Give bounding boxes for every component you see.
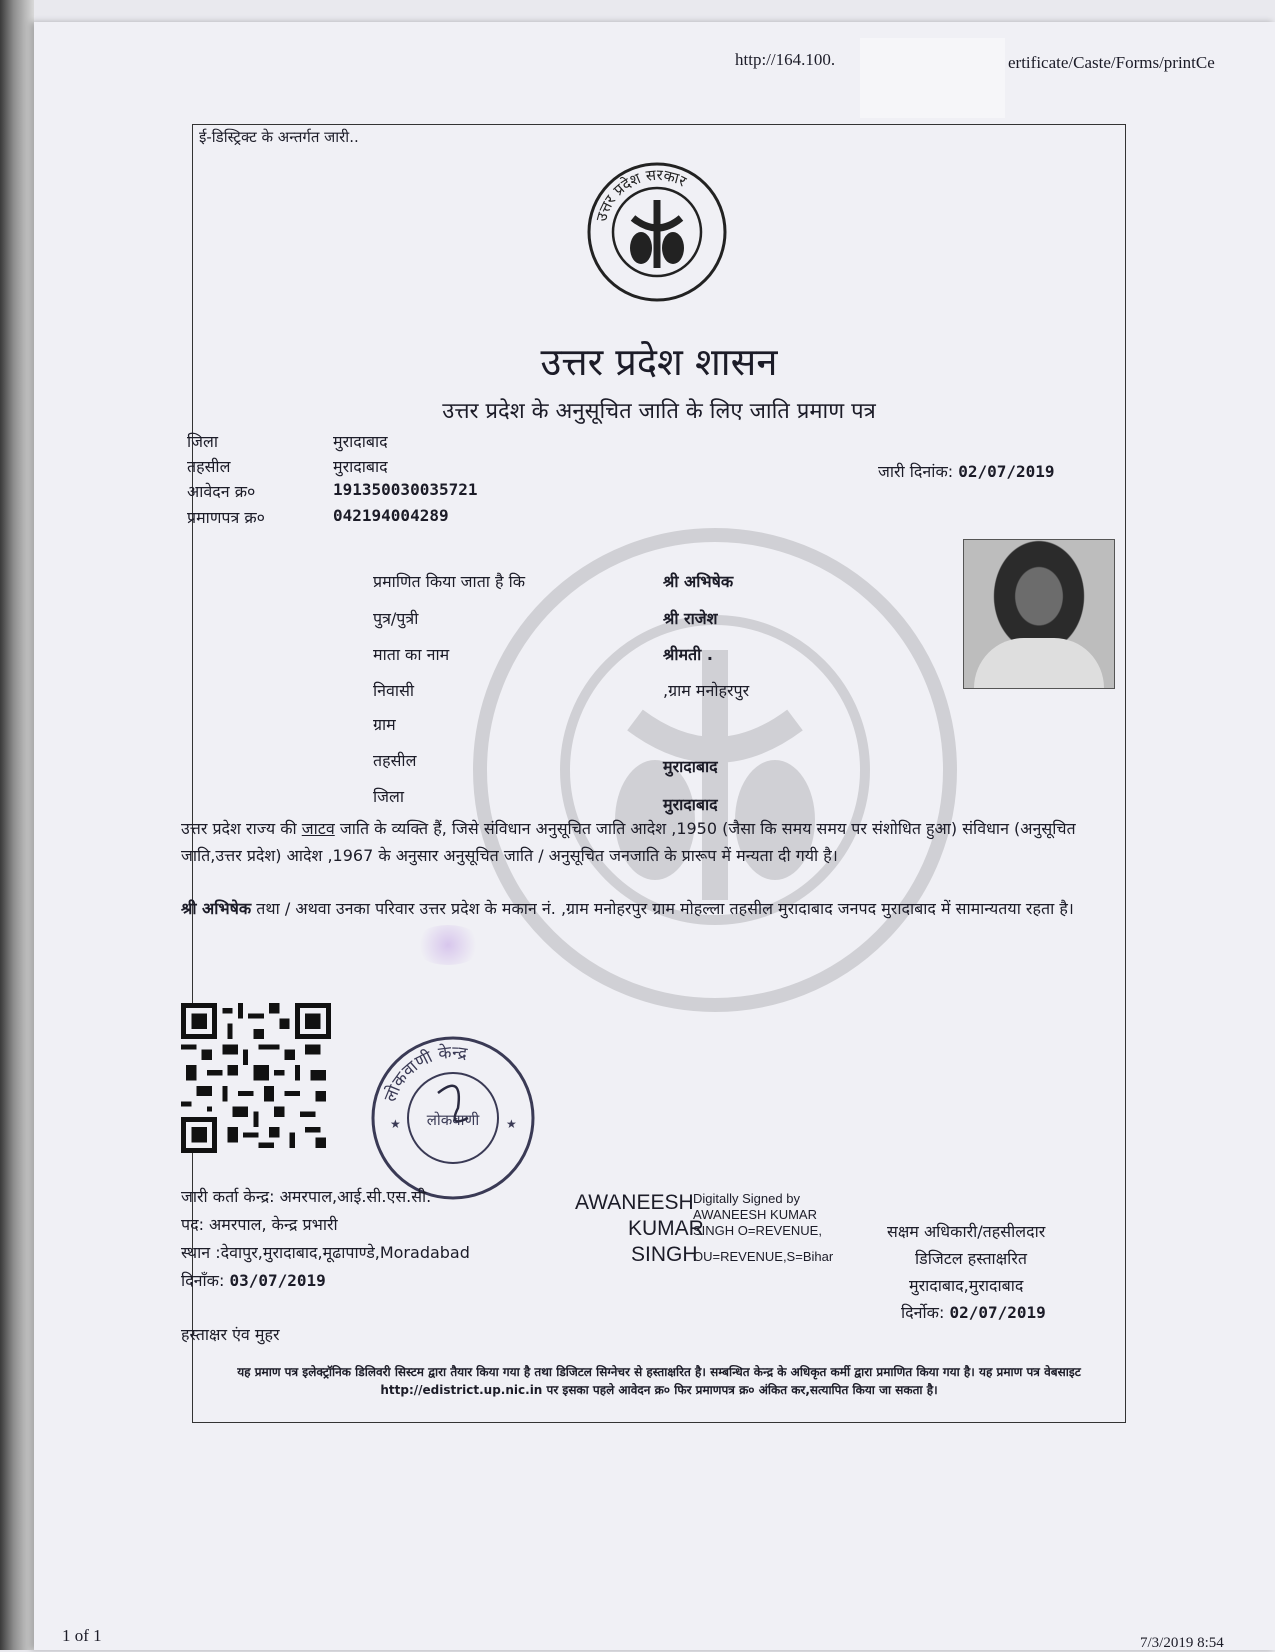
person-district-value: मुरादाबाद xyxy=(663,795,718,814)
seal-outer-text: लोकवाणी केन्द्र xyxy=(380,1042,469,1105)
resident-label: निवासी xyxy=(373,681,415,700)
statement-prefix: उत्तर प्रदेश राज्य की xyxy=(181,819,302,838)
district-value: मुरादाबाद xyxy=(333,432,388,451)
authority-location: मुरादाबाद,मुरादाबाद xyxy=(909,1276,1024,1295)
lokvani-seal-stamp xyxy=(368,1033,538,1203)
digital-signature-block xyxy=(575,1191,885,1271)
signature-detail-line4: OU=REVENUE,S=Bihar xyxy=(693,1249,834,1264)
tehsil-value: मुरादाबाद xyxy=(333,457,388,476)
father-name: श्री राजेश xyxy=(663,609,718,628)
issuing-centre: जारी कर्ता केन्द्र: अमरपाल,आई.सी.एस.सी. xyxy=(181,1187,432,1206)
mother-label: माता का नाम xyxy=(373,645,450,664)
signer-name-line2: KUMAR xyxy=(628,1217,704,1240)
person-district-label: जिला xyxy=(373,787,405,806)
seal-inner-text: लोकवाणी xyxy=(426,1111,480,1129)
signature-detail-line2: AWANEESH KUMAR xyxy=(693,1207,817,1222)
print-url-left: http://164.100. xyxy=(735,50,836,69)
authority-date-value: 02/07/2019 xyxy=(949,1303,1046,1322)
svg-text:★: ★ xyxy=(506,1117,517,1131)
certificate-frame xyxy=(181,124,1126,1423)
title-main: उत्तर प्रदेश शासन xyxy=(540,340,778,384)
signature-detail-line1: Digitally Signed by xyxy=(693,1191,800,1206)
authority-date xyxy=(901,1301,1046,1323)
person-tehsil-value: मुरादाबाद xyxy=(663,757,718,776)
svg-text:★: ★ xyxy=(390,1117,401,1131)
statement-body: जाति के व्यक्ति हैं, जिसे संविधान अनुसूचित जाति आदेश ,1950 (जैसा कि समय समय पर संशोधित हुआ) संविधान (अनुसूचित जाति,उत्तर प्रदेश) आदेश ,1967 के अनुसार अनुसूचित जाति / अनुसूचित जनजाति के प्रारूप में मन्यता दी गयी है। xyxy=(181,819,1076,865)
print-page-count: 1 of 1 xyxy=(62,1626,102,1645)
residence-person-name: श्री अभिषेक xyxy=(181,899,252,918)
emblem-arc-text: उत्तर प्रदेश सरकार xyxy=(592,165,690,224)
qr-code xyxy=(181,1003,331,1153)
resident-value: ,ग्राम मनोहरपुर xyxy=(663,681,750,700)
title-sub: उत्तर प्रदेश के अनुसूचित जाति के लिए जाति प्रमाण पत्र xyxy=(442,399,876,424)
authority-date-label: दिर्नोक: xyxy=(901,1303,945,1322)
caste-name: जाटव xyxy=(301,819,335,838)
mother-name: श्रीमती . xyxy=(663,645,713,664)
certified-name: श्री अभिषेक xyxy=(663,572,734,591)
verification-footer-note: यह प्रमाण पत्र इलेक्ट्रॉनिक डिलिवरी सिस्टम द्वारा तैयार किया गया है तथा डिजिटल सिग्नेचर से हस्ताक्षरित है। सम्बन्धित केन्द्र के अधिकृत कर्मी द्वारा प्रमाणित किया गया है। यह प्रमाण पत्र वेबसाइट http://edistrict.up.nic.in पर इसका पहले आवेदन क्र० फिर प्रमाणपत्र क्र० अंकित कर,सत्यापित किया जा सकता है। xyxy=(237,1365,1081,1397)
person-tehsil-label: तहसील xyxy=(373,751,417,770)
caste-statement xyxy=(181,815,1101,869)
certified-label: प्रमाणित किया जाता है कि xyxy=(373,572,526,591)
tehsil-label: तहसील xyxy=(187,457,231,476)
application-number: 191350030035721 xyxy=(333,480,478,499)
signature-detail-line3: SINGH O=REVENUE, xyxy=(693,1223,822,1238)
url-cover-patch xyxy=(860,38,1005,118)
certificate-label: प्रमाणपत्र क्र० xyxy=(187,508,265,527)
issued-under-text: ई-डिस्ट्रिक्ट के अन्तर्गत जारी.. xyxy=(199,128,359,146)
issue-date-value: 02/07/2019 xyxy=(958,462,1055,481)
scanner-edge xyxy=(0,0,34,1650)
signer-name-line1: AWANEESH xyxy=(575,1191,694,1214)
residence-body: तथा / अथवा उनका परिवार उत्तर प्रदेश के मकान नं. ,ग्राम मनोहरपुर ग्राम मोहल्ला तहसील मुरादाबाद जनपद मुरादाबाद में सामान्यतया रहता है। xyxy=(251,899,1074,918)
issuer-date-label: दिनाँक: xyxy=(181,1271,225,1290)
village-label: ग्राम xyxy=(373,715,396,734)
authority-designation: सक्षम अधिकारी/तहसीलदार xyxy=(887,1222,1046,1241)
signature-and-seal-label: हस्ताक्षर एंव मुहर xyxy=(181,1325,280,1344)
signer-name-line3: SINGH xyxy=(631,1243,698,1266)
authority-digital-signed: डिजिटल हस्ताक्षरित xyxy=(915,1249,1027,1268)
residence-statement xyxy=(181,895,1101,922)
print-url-right: ertificate/Caste/Forms/printCe xyxy=(1008,53,1215,72)
issuer-post: पद: अमरपाल, केन्द्र प्रभारी xyxy=(181,1215,338,1234)
svg-text:उत्तर प्रदेश सरकार xyxy=(592,166,690,224)
issuer-date xyxy=(181,1269,326,1291)
certificate-number: 042194004289 xyxy=(333,506,449,525)
issuer-place: स्थान :देवापुर,मुरादाबाद,मूढापाण्डे,Moradabad xyxy=(181,1243,470,1262)
issuer-date-value: 03/07/2019 xyxy=(229,1271,326,1290)
issue-date-label: जारी दिनांक: xyxy=(878,462,954,481)
up-government-emblem-icon xyxy=(585,160,729,304)
ink-smudge xyxy=(413,925,483,965)
applicant-photo xyxy=(963,539,1115,689)
child-of-label: पुत्र/पुत्री xyxy=(373,609,419,628)
district-label: जिला xyxy=(187,432,219,451)
print-timestamp: 7/3/2019 8:54 xyxy=(1140,1635,1224,1651)
application-label: आवेदन क्र० xyxy=(187,482,256,501)
issue-date xyxy=(878,460,1055,482)
